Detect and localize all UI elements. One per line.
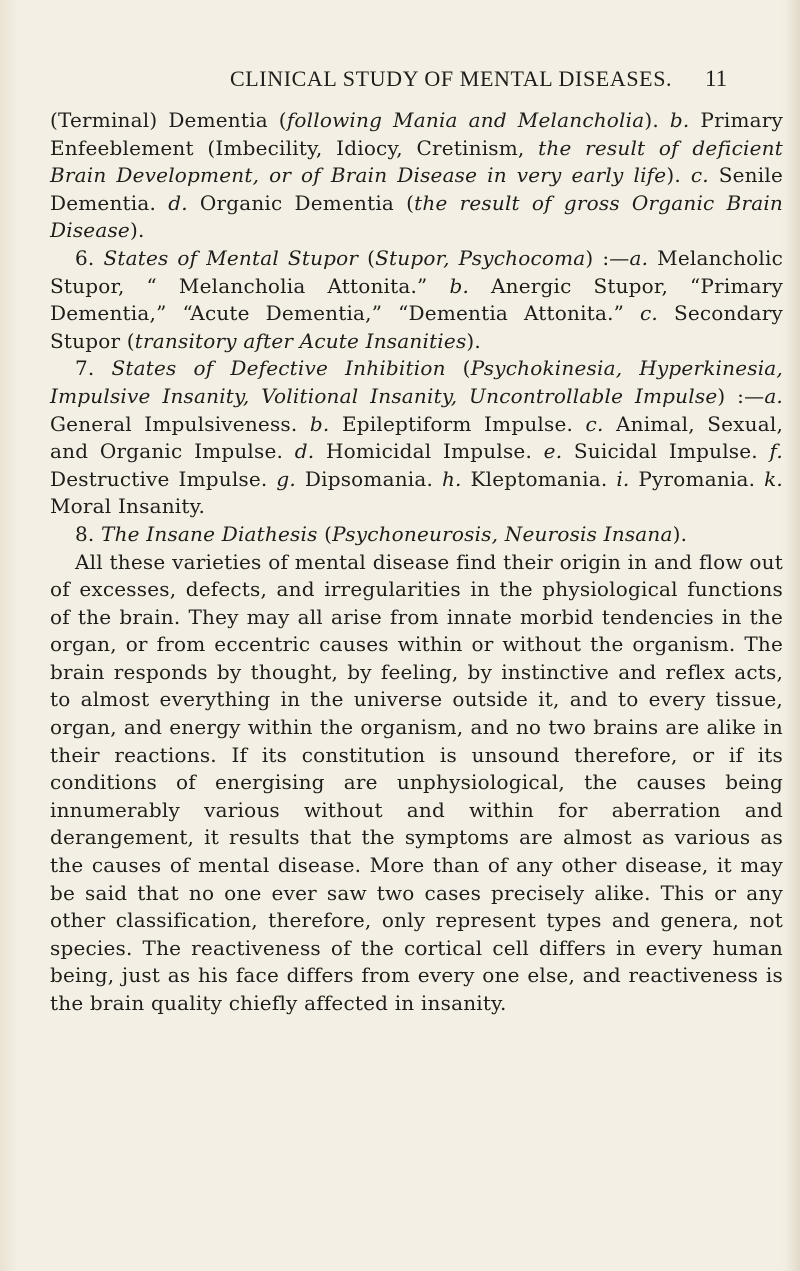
text-run: Dipsomania. <box>295 466 442 491</box>
item-letter: g. <box>276 466 296 491</box>
text-run: 8. <box>75 521 102 546</box>
italic-run: Psychoneurosis, Neurosis Insana <box>332 521 673 546</box>
item-letter: a. <box>764 383 783 408</box>
running-head <box>0 66 800 96</box>
item-letter: i. <box>616 466 630 491</box>
text-run: Destructive Impulse. <box>50 466 277 491</box>
running-title: CLINICAL STUDY OF MENTAL DISEASES. <box>230 66 673 91</box>
text-run: ( <box>358 245 376 270</box>
section-heading: States of Mental Stupor <box>103 245 359 270</box>
item-letter: c. <box>690 163 709 188</box>
text-run: Epileptiform Impulse. <box>329 411 586 436</box>
text-run: Primary Enfeeblement (Imbecility, Idiocy, Cretinism, <box>50 108 783 160</box>
item-letter: e. <box>543 439 563 464</box>
text-run: ). <box>666 163 691 188</box>
paragraph-mental-stupor <box>50 245 783 355</box>
text-run: ). <box>466 328 481 353</box>
item-letter: c. <box>585 411 604 436</box>
italic-run: following Mania and Melancholia <box>286 108 645 132</box>
text-run: ( <box>317 521 333 546</box>
text-run: Secondary Stupor ( <box>50 301 783 353</box>
text-run: ). <box>672 521 688 546</box>
text-run: ) :— <box>585 245 630 270</box>
section-heading: States of Defective Inhibition <box>111 356 446 381</box>
item-letter: a. <box>629 245 649 270</box>
paragraph-dementia-continued <box>50 107 783 245</box>
text-run: ). <box>644 108 670 132</box>
text-run: Animal, Sexual, and Organic Impulse. <box>50 411 784 464</box>
text-run: Melancholic Stupor, “ Melancholia Attonita.” <box>50 245 783 298</box>
page-number: 11 <box>705 66 728 91</box>
body-text <box>50 107 783 1018</box>
text-run: (Terminal) Dementia ( <box>50 108 287 132</box>
text-run: General Impulsiveness. <box>50 411 310 436</box>
item-letter: b. <box>309 411 330 436</box>
paragraph-defective-inhibition <box>50 355 783 521</box>
paragraph-insane-diathesis <box>50 521 783 549</box>
text-run: Moral Insanity. <box>50 494 206 519</box>
item-letter: b. <box>669 108 690 132</box>
text-run: ( <box>445 356 471 381</box>
text-run: Organic Dementia ( <box>187 190 415 215</box>
italic-run: the result of gross Organic Brain Disease <box>50 190 784 243</box>
item-letter: b. <box>449 273 470 298</box>
text-run: ). <box>129 218 145 243</box>
item-letter: h. <box>441 466 462 491</box>
item-letter: k. <box>764 466 783 491</box>
item-letter: c. <box>640 301 658 326</box>
text-run: 6. <box>75 245 104 270</box>
italic-run: the result of deficient Brain Development, or of Brain Disease in very early life <box>50 135 783 188</box>
text-run: Anergic Stupor, “Primary Dementia,” “Acute Dementia,” “Dementia Attonita.” <box>50 273 783 326</box>
text-run: Homicidal Impulse. <box>314 439 544 464</box>
text-run: Suicidal Impulse. <box>562 439 770 464</box>
italic-run: Stupor, Psychocoma <box>375 245 586 270</box>
item-letter: f. <box>769 439 783 464</box>
paragraph-varieties-origin: All these varieties of mental disease find their origin in and flow out of excesses, defects, and irregularities in the physiological functions of the brain. They may all arise from innate morbid tendencies in the organ, or from eccentric causes within or without the organism. The brain responds by thought, by feeling, by instinctive and reflex acts, to almost everything in the universe outside it, and to every tissue, organ, and energy within the organism, and no two brains are alike in their reactions. If its constitution is unsound therefore, or if its conditions of energising are unphysiological, the causes being innumerably various without and within for aberration and derangement, it results that the symptoms are almost as various as the causes of mental disease. More than of any other disease, it may be said that no one ever saw two cases precisely alike. This or any other classification, therefore, only represent types and genera, not species. The reactiveness of the cortical cell differs in every human being, just as his face differs from every one else, and reactiveness is the brain quality chiefly affected in insanity. <box>50 549 783 1015</box>
text-run: Pyromania. <box>629 466 765 491</box>
page-edge-shadow <box>786 0 800 1271</box>
text-run: Senile Dementia. <box>50 163 783 215</box>
text-run: 7. <box>75 356 112 381</box>
item-letter: d. <box>168 190 188 215</box>
text-run: ) :— <box>717 383 765 408</box>
italic-run: transitory after Acute Insanities <box>134 328 467 353</box>
item-letter: d. <box>294 439 315 464</box>
italic-run: Psychokinesia, Hyperkinesia, Impulsive Insanity, Volitional Insanity, Uncontrollable Impulse <box>50 356 783 408</box>
section-heading: The Insane Diathesis <box>101 521 318 546</box>
text-run: Kleptomania. <box>461 466 617 491</box>
